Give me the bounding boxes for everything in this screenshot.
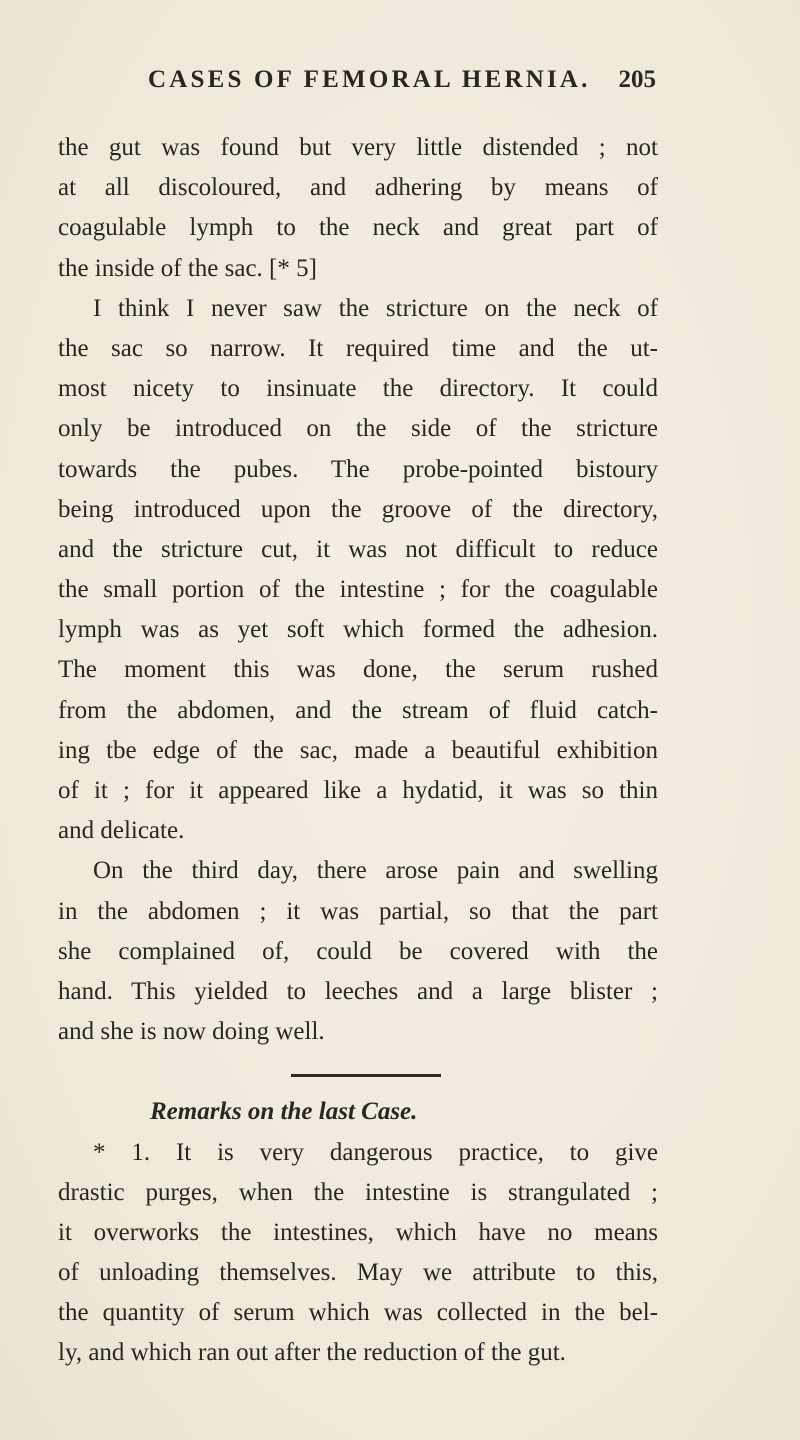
page-number: 205 [618, 66, 656, 93]
text-line: the quantity of serum which was collected in the bel- [58, 1299, 658, 1327]
text-line: * 1. It is very dangerous practice, to give [93, 1138, 658, 1166]
text-line: lymph was as yet soft which formed the adhesion. [58, 616, 658, 644]
text-line: of unloading themselves. May we attribute to this, [58, 1259, 658, 1287]
section-divider [58, 1052, 658, 1092]
text-line: of it ; for it appeared like a hydatid, it was so thin [58, 777, 658, 804]
text-line: ly, and which ran out after the reduction of the gut. [58, 1339, 566, 1367]
text-line: towards the pubes. The probe-pointed bistoury [58, 455, 658, 483]
text-line: hand. This yielded to leeches and a large blister ; [58, 977, 658, 1005]
text-line: the small portion of the intestine ; for the coagulable [58, 576, 658, 604]
text-line: the inside of the sac. [* 5] [58, 254, 317, 282]
divider-rule [291, 1074, 441, 1077]
text-line: the gut was found but very little distended ; not [58, 134, 658, 161]
text-line: The moment this was done, the serum rushed [58, 656, 658, 684]
text-line: ing tbe edge of the sac, made a beautiful exhibition [58, 736, 658, 764]
running-head [148, 66, 656, 106]
text-line: only be introduced on the side of the stricture [58, 415, 658, 443]
text-line: On the third day, there arose pain and swelling [93, 857, 658, 885]
text-line: in the abdomen ; it was partial, so that the part [58, 897, 658, 925]
text-line: the sac so narrow. It required time and the ut- [58, 334, 658, 362]
running-title: CASES OF FEMORAL HERNIA. [148, 66, 591, 93]
text-line: from the abdomen, and the stream of fluid catch- [58, 696, 658, 724]
text-line: it overworks the intestines, which have no means [58, 1218, 658, 1246]
body-text [58, 128, 658, 1374]
text-line: she complained of, could be covered with the [58, 937, 658, 965]
text-line: coagulable lymph to the neck and great part of [58, 214, 658, 242]
text-line: most nicety to insinuate the directory. It could [58, 375, 658, 403]
text-line: drastic purges, when the intestine is strangulated ; [58, 1178, 658, 1206]
text-line: and delicate. [58, 817, 185, 845]
text-line: and the stricture cut, it was not difficult to reduce [58, 535, 658, 563]
remarks-heading: Remarks on the last Case. [150, 1098, 418, 1126]
text-line: being introduced upon the groove of the directory, [58, 495, 658, 523]
text-line: I think I never saw the stricture on the neck of [93, 294, 658, 322]
text-line: at all discoloured, and adhering by means of [58, 174, 658, 202]
text-line: and she is now doing well. [58, 1018, 325, 1046]
